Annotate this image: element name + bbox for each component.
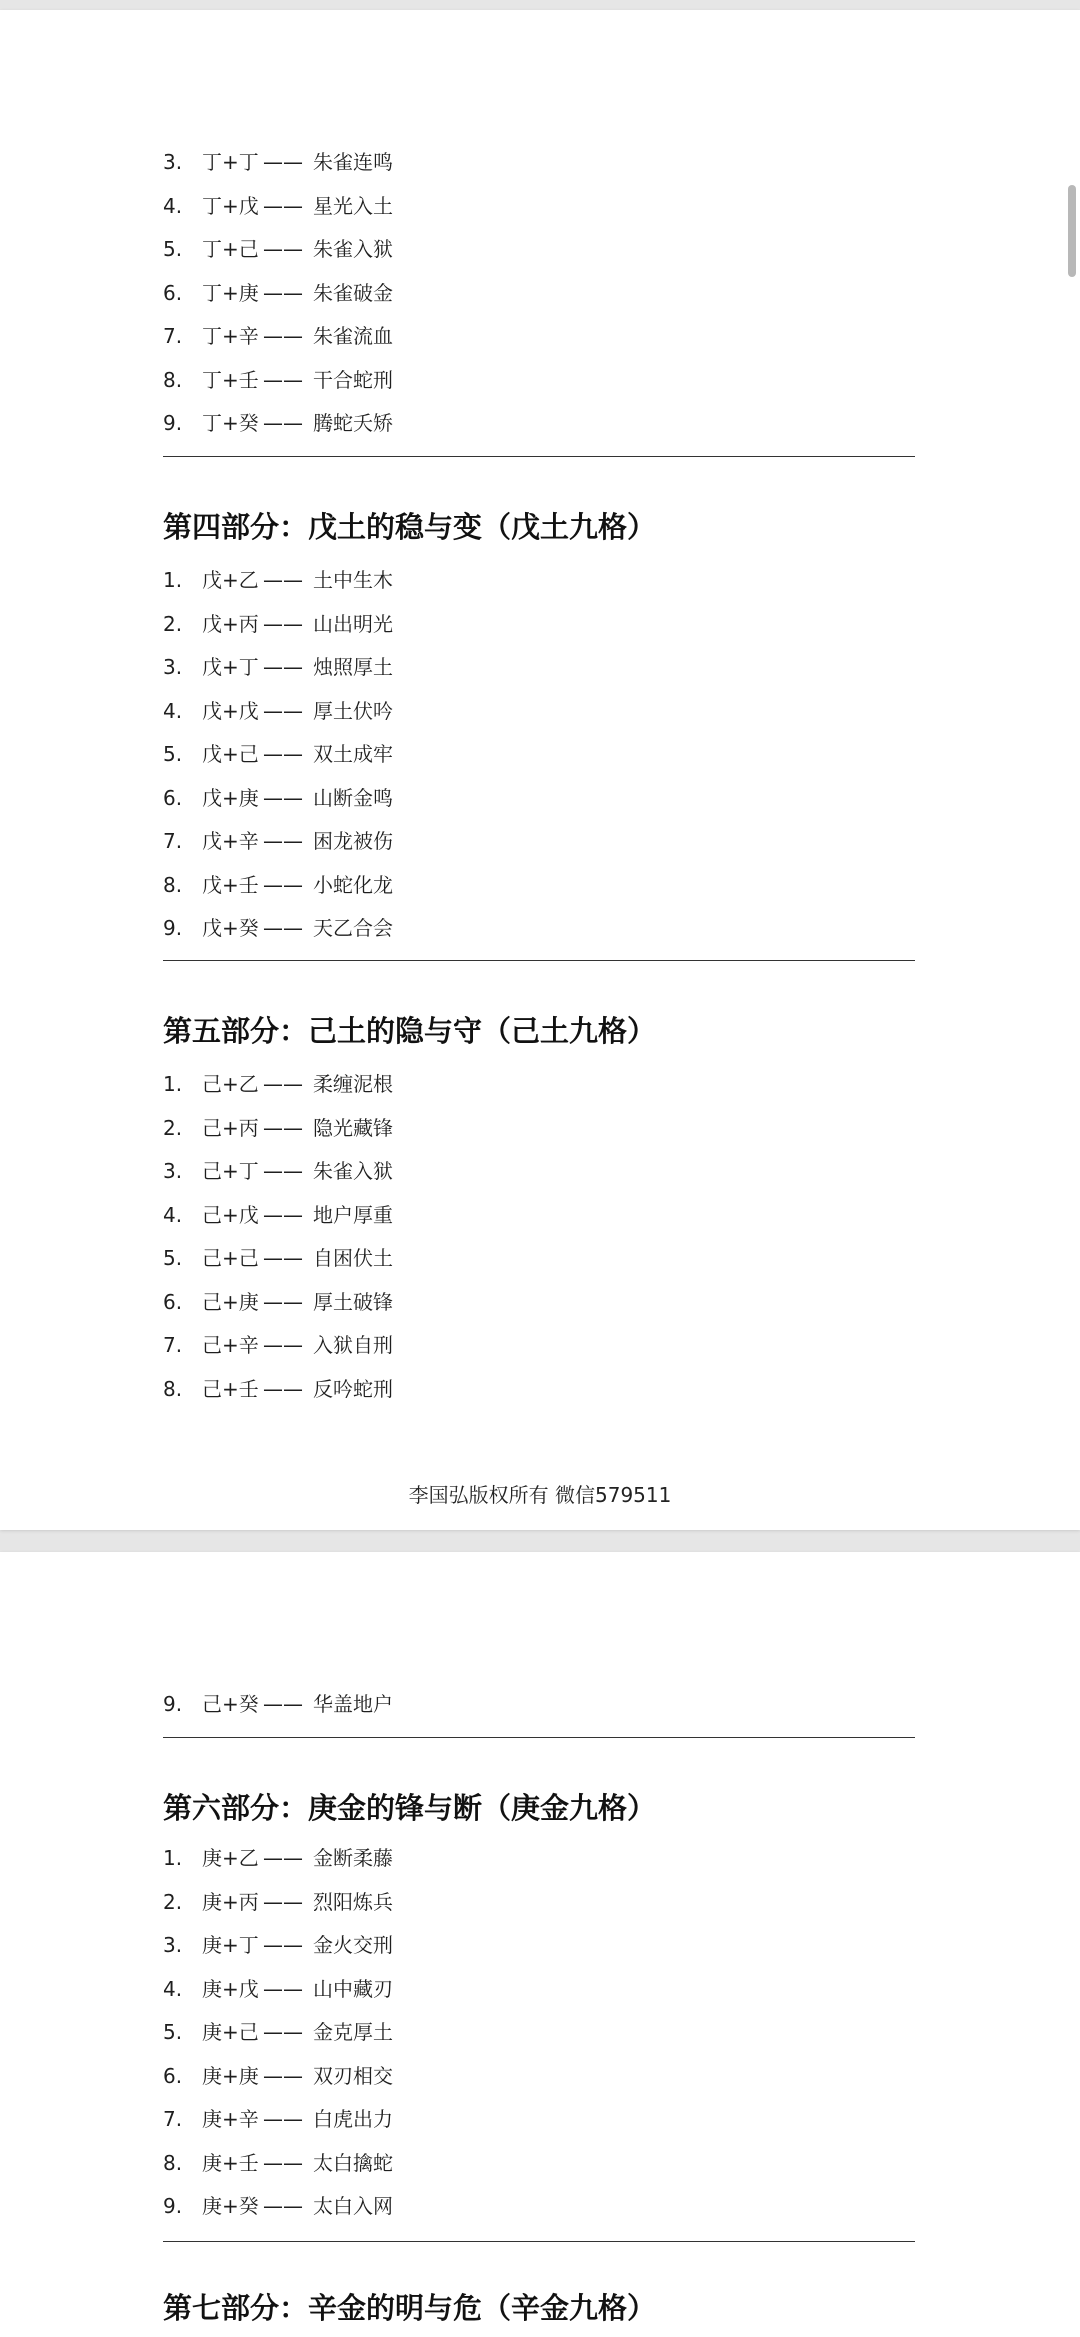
list-item	[163, 368, 393, 392]
item-number: 5.	[163, 742, 183, 766]
item-name: 山出明光	[313, 611, 393, 636]
item-number: 1.	[163, 568, 183, 592]
item-name: 厚土伏吟	[313, 698, 393, 723]
item-number: 4.	[163, 1202, 183, 1227]
item-separator: ——	[263, 280, 303, 305]
section-title-6: 第六部分：庚金的锋与断（庚金九格）	[163, 1791, 657, 1825]
list-item	[163, 1333, 393, 1357]
item-name: 双刃相交	[313, 2063, 393, 2088]
item-separator: ——	[263, 1333, 303, 1357]
item-combination: 戊+庚	[202, 785, 259, 810]
scrollbar-thumb[interactable]	[1068, 185, 1076, 277]
section-title-7: 第七部分：辛金的明与危（辛金九格）	[163, 2291, 657, 2325]
item-number: 8.	[163, 872, 183, 897]
item-combination: 丁+癸	[202, 411, 259, 435]
item-name: 华盖地户	[313, 1692, 393, 1716]
item-combination: 庚+丁	[202, 1933, 259, 1957]
list-item	[163, 2194, 393, 2218]
item-separator: ——	[263, 1692, 303, 1716]
item-separator: ——	[263, 742, 303, 766]
item-separator: ——	[263, 2194, 303, 2218]
item-name: 自困伏土	[313, 1246, 393, 1270]
item-combination: 庚+戊	[202, 1976, 259, 2001]
item-number: 9.	[163, 1692, 183, 1716]
list-item	[163, 829, 393, 853]
item-name: 太白入网	[313, 2194, 393, 2218]
list-item	[163, 1116, 393, 1140]
item-name: 腾蛇夭矫	[313, 411, 393, 435]
list-item	[163, 916, 393, 940]
item-number: 7.	[163, 829, 183, 853]
item-number: 8.	[163, 1376, 183, 1401]
item-combination: 丁+丁	[202, 150, 259, 174]
item-name: 星光入土	[313, 193, 393, 218]
item-number: 6.	[163, 785, 183, 810]
list-item	[163, 1159, 393, 1183]
item-number: 3.	[163, 150, 183, 174]
item-separator: ——	[263, 872, 303, 897]
list-item	[163, 1203, 393, 1227]
item-separator: ——	[263, 1376, 303, 1401]
list-item	[163, 612, 393, 636]
item-name: 白虎出力	[313, 2107, 393, 2131]
list-item	[163, 1290, 393, 1314]
item-name: 烛照厚土	[313, 655, 393, 679]
item-separator: ——	[263, 1976, 303, 2001]
item-name: 小蛇化龙	[313, 872, 393, 897]
item-separator: ——	[263, 1115, 303, 1140]
document-page-1	[0, 10, 1080, 1530]
divider	[163, 456, 915, 457]
item-name: 太白擒蛇	[313, 2150, 393, 2175]
item-combination: 戊+己	[202, 742, 259, 766]
item-number: 7.	[163, 324, 183, 348]
item-separator: ——	[263, 2063, 303, 2088]
item-separator: ——	[263, 1159, 303, 1183]
item-name: 双土成牢	[313, 742, 393, 766]
item-combination: 庚+癸	[202, 2194, 259, 2218]
item-combination: 丁+己	[202, 237, 259, 261]
divider	[163, 1737, 915, 1738]
item-name: 入狱自刑	[313, 1333, 393, 1357]
item-name: 金断柔藤	[313, 1846, 393, 1870]
item-combination: 己+丙	[202, 1115, 259, 1140]
item-name: 柔缠泥根	[313, 1072, 393, 1096]
list-item	[163, 699, 393, 723]
item-separator: ——	[263, 2150, 303, 2175]
item-combination: 戊+丁	[202, 655, 259, 679]
item-name: 困龙被伤	[313, 829, 393, 853]
list-item	[163, 1692, 393, 1716]
list-item	[163, 411, 393, 435]
item-combination: 戊+戊	[202, 698, 259, 723]
list-item	[163, 873, 393, 897]
item-combination: 戊+丙	[202, 611, 259, 636]
item-separator: ——	[263, 568, 303, 592]
item-separator: ——	[263, 611, 303, 636]
item-separator: ——	[263, 193, 303, 218]
item-separator: ——	[263, 324, 303, 348]
item-combination: 己+壬	[202, 1376, 259, 1401]
item-combination: 丁+庚	[202, 280, 259, 305]
item-number: 6.	[163, 280, 183, 305]
item-number: 6.	[163, 2063, 183, 2088]
item-number: 6.	[163, 1289, 183, 1314]
item-combination: 庚+丙	[202, 1889, 259, 1914]
item-combination: 庚+壬	[202, 2150, 259, 2175]
item-number: 9.	[163, 411, 183, 435]
section-title-4: 第四部分：戊土的稳与变（戊土九格）	[163, 510, 657, 544]
item-combination: 己+癸	[202, 1692, 259, 1716]
item-combination: 戊+辛	[202, 829, 259, 853]
list-item	[163, 1933, 393, 1957]
list-item	[163, 786, 393, 810]
item-separator: ——	[263, 829, 303, 853]
item-name: 山中藏刃	[313, 1976, 393, 2001]
item-separator: ——	[263, 1202, 303, 1227]
list-item	[163, 194, 393, 218]
list-item	[163, 1977, 393, 2001]
item-name: 烈阳炼兵	[313, 1889, 393, 1914]
item-separator: ——	[263, 2107, 303, 2131]
item-combination: 丁+戊	[202, 193, 259, 218]
item-combination: 庚+辛	[202, 2107, 259, 2131]
item-number: 9.	[163, 916, 183, 940]
item-name: 朱雀连鸣	[313, 150, 393, 174]
item-number: 5.	[163, 1246, 183, 1270]
item-number: 7.	[163, 1333, 183, 1357]
item-separator: ——	[263, 785, 303, 810]
divider	[163, 960, 915, 961]
item-separator: ——	[263, 367, 303, 392]
item-number: 3.	[163, 1159, 183, 1183]
item-number: 4.	[163, 193, 183, 218]
item-name: 隐光藏锋	[313, 1115, 393, 1140]
item-separator: ——	[263, 916, 303, 940]
item-number: 3.	[163, 1933, 183, 1957]
item-separator: ——	[263, 655, 303, 679]
item-combination: 庚+庚	[202, 2063, 259, 2088]
item-combination: 己+庚	[202, 1289, 259, 1314]
item-name: 朱雀破金	[313, 280, 393, 305]
item-separator: ——	[263, 1933, 303, 1957]
list-item	[163, 742, 393, 766]
item-name: 天乙合会	[313, 916, 393, 940]
item-number: 4.	[163, 698, 183, 723]
item-separator: ——	[263, 1072, 303, 1096]
item-combination: 戊+癸	[202, 916, 259, 940]
item-name: 金克厚土	[313, 2020, 393, 2044]
item-number: 1.	[163, 1846, 183, 1870]
item-number: 9.	[163, 2194, 183, 2218]
item-number: 8.	[163, 2150, 183, 2175]
item-combination: 庚+乙	[202, 1846, 259, 1870]
item-separator: ——	[263, 1289, 303, 1314]
list-item	[163, 1890, 393, 1914]
item-number: 1.	[163, 1072, 183, 1096]
list-item	[163, 324, 393, 348]
page-footer: 李国弘版权所有 微信579511	[408, 1483, 672, 1507]
divider	[163, 2241, 915, 2242]
item-number: 2.	[163, 1889, 183, 1914]
item-number: 4.	[163, 1976, 183, 2001]
item-separator: ——	[263, 1246, 303, 1270]
item-combination: 丁+壬	[202, 367, 259, 392]
item-number: 7.	[163, 2107, 183, 2131]
item-combination: 丁+辛	[202, 324, 259, 348]
item-combination: 戊+乙	[202, 568, 259, 592]
list-item	[163, 1072, 393, 1096]
item-combination: 己+丁	[202, 1159, 259, 1183]
list-item	[163, 1846, 393, 1870]
item-name: 金火交刑	[313, 1933, 393, 1957]
list-item	[163, 2151, 393, 2175]
item-name: 朱雀入狱	[313, 1159, 393, 1183]
item-number: 2.	[163, 1115, 183, 1140]
list-item	[163, 2107, 393, 2131]
list-item	[163, 1377, 393, 1401]
item-name: 土中生木	[313, 568, 393, 592]
list-item	[163, 2020, 393, 2044]
item-name: 朱雀流血	[313, 324, 393, 348]
item-name: 朱雀入狱	[313, 237, 393, 261]
section-title-5: 第五部分：己土的隐与守（己土九格）	[163, 1014, 657, 1048]
list-item	[163, 655, 393, 679]
list-item	[163, 281, 393, 305]
list-item	[163, 2064, 393, 2088]
item-combination: 庚+己	[202, 2020, 259, 2044]
item-name: 山断金鸣	[313, 785, 393, 810]
item-separator: ——	[263, 2020, 303, 2044]
document-page-2	[0, 1552, 1080, 2337]
item-number: 3.	[163, 655, 183, 679]
item-name: 厚土破锋	[313, 1289, 393, 1314]
item-combination: 己+戊	[202, 1202, 259, 1227]
item-number: 2.	[163, 611, 183, 636]
item-name: 反吟蛇刑	[313, 1376, 393, 1401]
item-combination: 己+己	[202, 1246, 259, 1270]
item-separator: ——	[263, 150, 303, 174]
list-item	[163, 150, 393, 174]
item-name: 地户厚重	[313, 1202, 393, 1227]
item-separator: ——	[263, 1846, 303, 1870]
item-combination: 己+乙	[202, 1072, 259, 1096]
item-separator: ——	[263, 237, 303, 261]
list-item	[163, 568, 393, 592]
item-separator: ——	[263, 698, 303, 723]
item-combination: 戊+壬	[202, 872, 259, 897]
item-number: 5.	[163, 2020, 183, 2044]
item-number: 5.	[163, 237, 183, 261]
item-separator: ——	[263, 1889, 303, 1914]
list-item	[163, 1246, 393, 1270]
list-item	[163, 237, 393, 261]
item-separator: ——	[263, 411, 303, 435]
item-name: 干合蛇刑	[313, 367, 393, 392]
item-combination: 己+辛	[202, 1333, 259, 1357]
item-number: 8.	[163, 367, 183, 392]
